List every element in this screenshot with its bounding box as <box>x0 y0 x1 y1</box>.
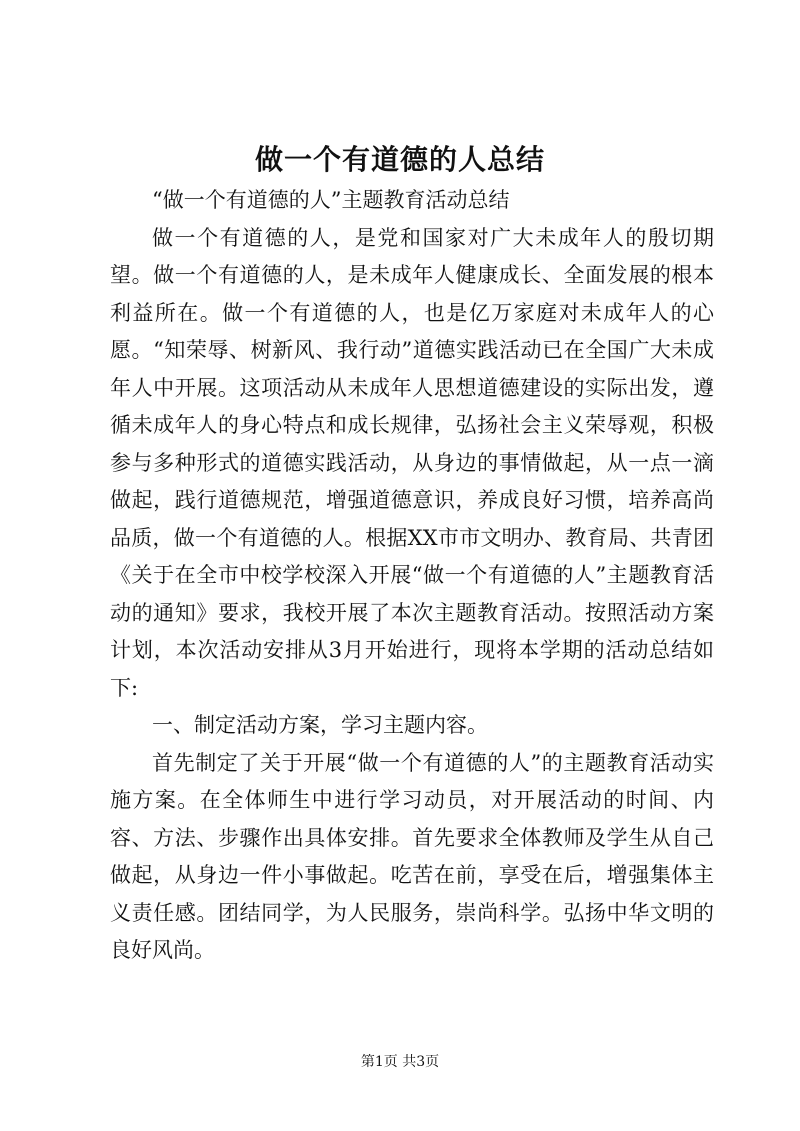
page-number-footer: 第1页 共3页 <box>360 1054 440 1070</box>
document-body <box>110 182 714 970</box>
subtitle-paragraph: “做一个有道德的人”主题教育活动总结 <box>152 188 510 212</box>
document-title: 做一个有道德的人总结 <box>254 143 545 176</box>
section-paragraph: 首先制定了关于开展“做一个有道德的人”的主题教育活动实施方案。在全体师生中进行学习动员，对开展活动的时间、内容、方法、步骤作出具体安排。首先要求全体教师及学生从自己做起，从身边一件小事做起。吃苦在前，享受在后，增强集体主义责任感。团结同学，为人民服务，崇尚科学。弘扬中华文明的良好风尚。 <box>110 750 714 962</box>
intro-paragraph: 做一个有道德的人，是党和国家对广大未成年人的殷切期望。做一个有道德的人，是未成年人健康成长、全面发展的根本利益所在。做一个有道德的人，也是亿万家庭对未成年人的心愿。“知荣辱、树新风、我行动”道德实践活动已在全国广大未成年人中开展。这项活动从未成年人思想道德建设的实际出发，遵循未成年人的身心特点和成长规律，弘扬社会主义荣辱观，积极参与多种形式的道德实践活动，从身边的事情做起，从一点一滴做起，践行道德规范，增强道德意识，养成良好习惯，培养高尚品质，做一个有道德的人。根据XX市市文明办、教育局、共青团《关于在全市中校学校深入开展“做一个有道德的人”主题教育活动的通知》要求，我校开展了本次主题教育活动。按照活动方案计划，本次活动安排从3月开始进行，现将本学期的活动总结如下: <box>110 225 714 700</box>
section-heading: 一、制定活动方案，学习主题内容。 <box>152 713 488 737</box>
